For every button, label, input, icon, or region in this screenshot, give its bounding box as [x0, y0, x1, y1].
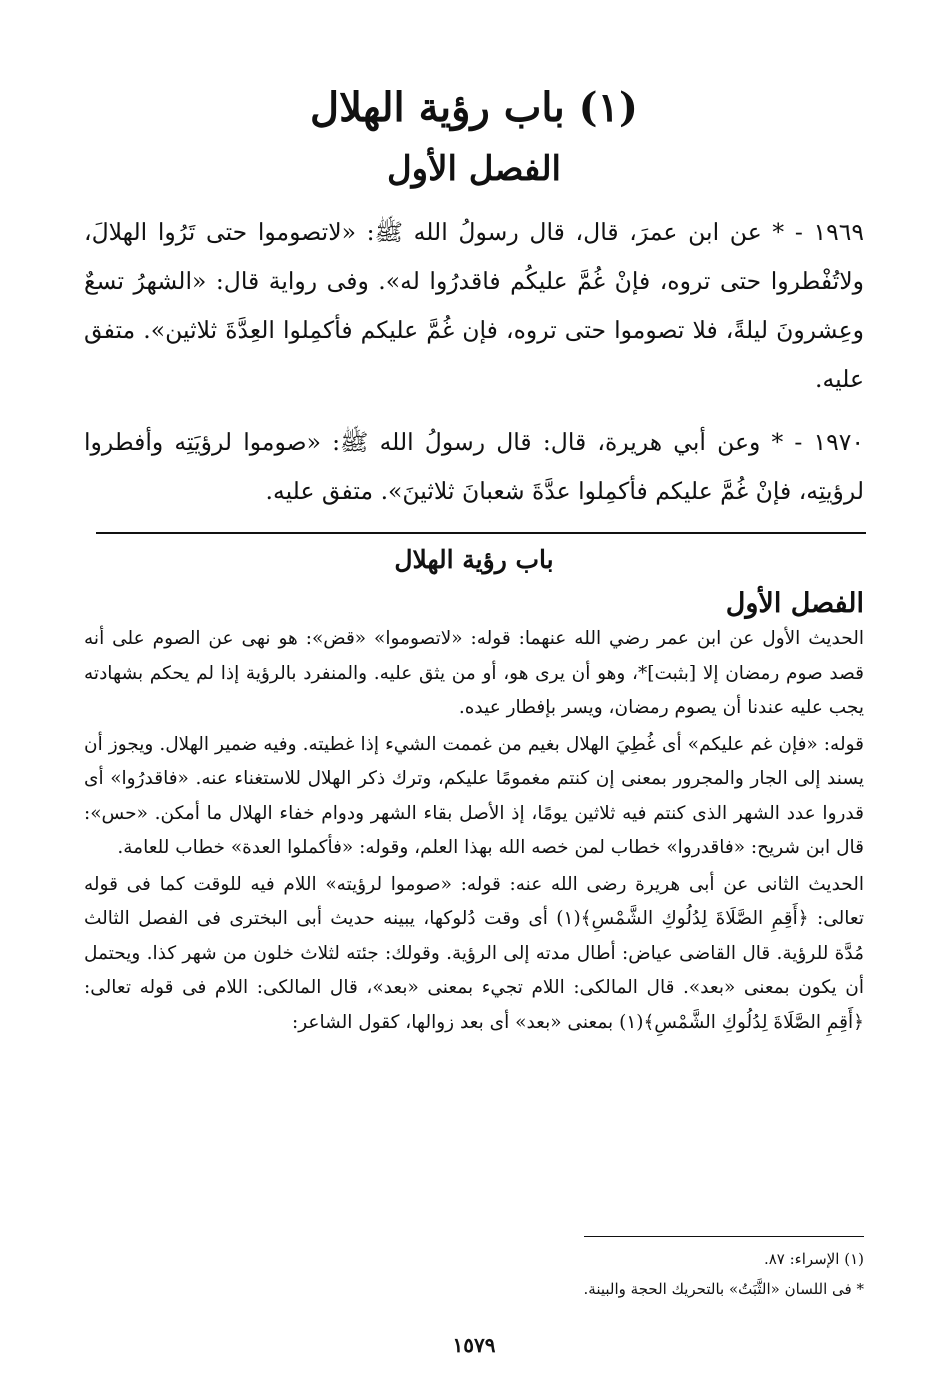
hadith-1970: ١٩٧٠ - * وعن أبي هريرة، قال: قال رسولُ الله ﷺ: «صوموا لرؤيَتِه وأفطروا لرؤيتِه، فإنْ غُمَّ عليكم فأكمِلوا عدَّةَ شعبانَ ثلاثينَ». متفق عليه.: [84, 428, 864, 505]
commentary-paragraph-3: الحديث الثانى عن أبى هريرة رضى الله عنه: قوله: «صوموا لرؤيته» اللام فيه للوقت كما فى قوله تعالى: ﴿أَقِمِ الصَّلَاةَ لِدُلُوكِ الشَّمْسِ﴾(١) أى وقت دُلوكها، يبينه حديث أبى البخترى فى الفصل الثالث مُدَّة للرؤية. قال القاضى عياض: أطال مدته إلى الرؤية. وقولك: جئته لثلاث خلون من شهر كذا. ويحتمل أن يكون بمعنى «بعد». قال المالكى: اللام تجيء بمعنى «بعد»، قال المالكى: اللام فى قوله تعالى: ﴿أَقِمِ الصَّلَاةَ لِدُلُوكِ الشَّمْسِ﴾(١) بمعنى «بعد» أى بعد زوالها، كقول الشاعر:: [84, 873, 864, 1033]
hadith-1969: ١٩٦٩ - * عن ابن عمرَ، قال، قال رسولُ الله ﷺ: «لاتصوموا حتى تَرُوا الهلالَ، ولاتُفْطروا حتى تروه، فإنْ غُمَّ عليكُم فاقدرُوا له». وفى رواية قال: «الشهرُ تسعٌ وعِشرونَ ليلةً، فلا تصوموا حتى تروه، فإن غُمَّ عليكم فأكمِلوا العِدَّةَ ثلاثين». متفق عليه.: [84, 218, 864, 393]
footnote-1: (١) الإسراء: ٨٧.: [763, 1250, 864, 1268]
commentary-body: [84, 622, 864, 1040]
commentary-paragraph-2: قوله: «فإن غم عليكم» أى غُطِيَ الهلال بغيم من غممت الشيء إذا غطيته. وفيه ضمير الهلال. ويجوز أن يسند إلى الجار والمجرور بمعنى إن كنتم مغمومًا عليكم، وترك ذكر الهلال للاستغناء عنه. «فاقدرُوا» أى قدروا عدد الشهر الذى كنتم فيه ثلاثين يومًا، إذ الأصل بقاء الشهر ودوام خفاء الهلال ما أمكن. «حس»: قال ابن شريح: «فاقدروا» خطاب لمن خصه الله بهذا العلم، وقوله: «فأكملوا العدة» خطاب للعامة.: [84, 733, 864, 858]
footnotes: [84, 1244, 864, 1304]
page-number: ١٥٧٩: [452, 1333, 496, 1357]
footnote-2: * فى اللسان «الثَّبَتُ» بالتحريك الحجة والبينة.: [583, 1280, 864, 1298]
commentary-title: باب رؤية الهلال: [394, 545, 554, 574]
chapter-title: (١) باب رؤية الهلال: [310, 84, 638, 131]
commentary-section-heading: الفصل الأول: [725, 588, 864, 619]
commentary-paragraph-1: الحديث الأول عن ابن عمر رضي الله عنهما: قوله: «لاتصوموا» «قض»: هو نهى عن الصوم على أنه قصد صوم رمضان إلا [بثبت]*، وهو أن يرى هو، أو من يثق عليه. والمنفرد بالرؤية إذا لم يحكم بشهادته يجب عليه عندنا أن يصوم رمضان، ويسر بإفطار عيده.: [84, 628, 864, 718]
section-divider: [96, 532, 866, 534]
footnote-rule: [584, 1236, 864, 1237]
section-title: الفصل الأول: [386, 149, 562, 189]
